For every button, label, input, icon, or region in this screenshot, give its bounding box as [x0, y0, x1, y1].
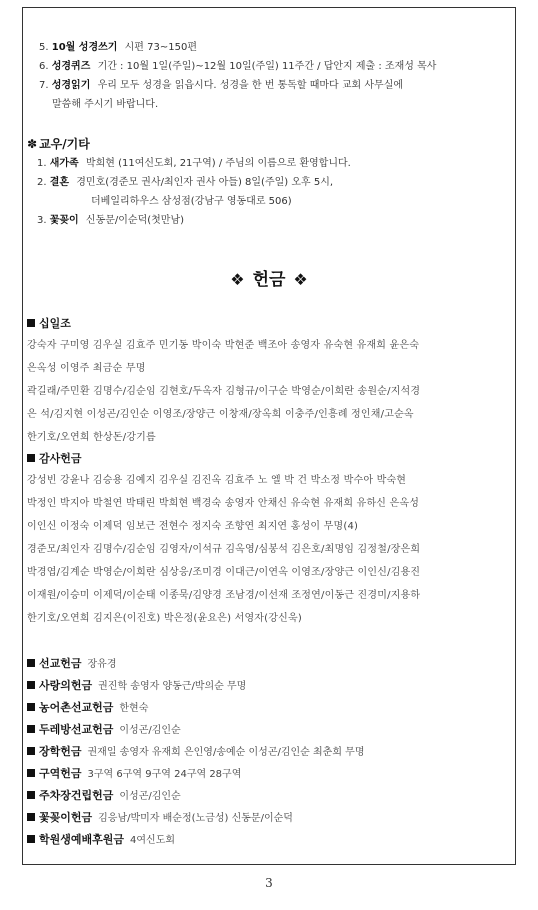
- square-bullet-icon: [27, 319, 35, 327]
- item-number: 7.: [39, 80, 49, 91]
- list-item: [23, 38, 515, 57]
- category-names: 권진학 송영자 양동근/박의순 무명: [98, 681, 247, 692]
- square-bullet-icon: [27, 454, 35, 462]
- category-label: 학원생예배후원금: [39, 833, 125, 846]
- name-line: 이인신 이정숙 이제덕 임보근 전현수 정지숙 조향연 최지연 홍성이 무명(4): [27, 521, 359, 532]
- list-item-continuation: [23, 192, 515, 211]
- section-thanks: [23, 448, 515, 630]
- square-bullet-icon: [27, 769, 35, 777]
- item-text: 경민호(경준모 권사/최인자 권사 아들) 8일(주일) 오후 5시,: [76, 177, 334, 188]
- category-row: [27, 653, 515, 675]
- square-bullet-icon: [27, 703, 35, 711]
- category-row: [27, 829, 515, 851]
- category-row: [27, 807, 515, 829]
- section-etc: [23, 134, 515, 230]
- list-item: [23, 173, 515, 192]
- square-bullet-icon: [27, 791, 35, 799]
- item-key: 새가족: [49, 158, 79, 169]
- category-label: 선교헌금: [39, 657, 82, 670]
- item-text: 기간 : 10월 1일(주일)~12월 10일(주일) 11주간 / 답안지 제출 : 조재성 목사: [97, 61, 437, 72]
- category-row: [27, 697, 515, 719]
- category-label: 감사헌금: [39, 452, 82, 465]
- name-line: 은옥성 이영주 최금순 무명: [27, 363, 146, 374]
- category-row: [27, 785, 515, 807]
- offering-title-text: 헌금: [252, 270, 286, 290]
- item-number: 1.: [37, 158, 47, 169]
- name-line: 박경엽/김계순 박영순/이희란 심상응/조미경 이대근/이연옥 이영조/장양근 이인신/김용진: [27, 567, 421, 578]
- category-row: [27, 719, 515, 741]
- category-label: 두레방선교헌금: [39, 723, 114, 736]
- item-number: 6.: [39, 61, 49, 72]
- square-bullet-icon: [27, 835, 35, 843]
- item-number: 2.: [37, 177, 47, 188]
- list-item-continuation: [23, 95, 515, 114]
- category-names: 김응남/박미자 배순정(노금성) 신동문/이순덕: [98, 813, 293, 824]
- item-number: 5.: [39, 42, 49, 53]
- list-item: [23, 57, 515, 76]
- category-row: [27, 675, 515, 697]
- category-names: 장유경: [87, 659, 117, 670]
- category-names: 권재일 송영자 유재희 은인영/송예순 이성곤/김인순 최춘희 무명: [87, 747, 365, 758]
- category-names: 4여신도회: [130, 835, 176, 846]
- category-names: 한현숙: [119, 703, 149, 714]
- category-names: 이성곤/김인순: [119, 725, 181, 736]
- item-text: 신동문/이순덕(첫만남): [85, 215, 185, 226]
- item-key: 10월 성경쓰기: [51, 42, 118, 53]
- category-label: 십일조: [39, 317, 71, 330]
- item-text: 시편 73~150편: [124, 42, 197, 53]
- heading-text: 교우/기타: [39, 137, 90, 151]
- item-text: 말씀해 주시기 바랍니다.: [52, 99, 159, 110]
- page-frame: [22, 7, 516, 865]
- name-line: 박정인 박지아 박철연 박태린 박희현 백경숙 송영자 안채신 유숙현 유재희 유하신 은옥성: [27, 498, 420, 509]
- square-bullet-icon: [27, 813, 35, 821]
- item-text: 우리 모두 성경을 읽읍시다. 성경을 한 번 통독할 때마다 교회 사무실에: [97, 80, 404, 91]
- category-heading: [27, 313, 515, 334]
- list-item: [23, 211, 515, 230]
- square-bullet-icon: [27, 681, 35, 689]
- item-key: 꽃꽂이: [49, 215, 79, 226]
- name-line: 한기호/오연희 김지은(이진호) 박은정(윤요은) 서영자(강신욱): [27, 613, 302, 624]
- name-line: 강성빈 강윤나 김승용 김예지 김우실 김진옥 김효주 노 엘 박 건 박소정 박수아 박숙현: [27, 475, 407, 486]
- page-number: 3: [265, 876, 273, 890]
- item-key: 결혼: [49, 177, 70, 188]
- asterisk-icon: ✽: [27, 137, 38, 151]
- category-label: 꽃꽂이헌금: [39, 811, 93, 824]
- item-text: 더베일리하우스 삼성점(강남구 영동대로 506): [91, 196, 292, 207]
- item-key: 성경읽기: [51, 80, 91, 91]
- category-label: 주차장건립헌금: [39, 789, 114, 802]
- diamond-icon: ❖: [293, 270, 308, 289]
- square-bullet-icon: [27, 659, 35, 667]
- name-line: 은 석/김지현 이성곤/김인순 이영조/장양근 이창재/장옥희 이충주/인흥례 정인채/고순옥: [27, 409, 414, 420]
- section-tithe: [23, 313, 515, 449]
- category-label: 구역헌금: [39, 767, 82, 780]
- section-heading: [23, 134, 515, 154]
- list-item: [23, 76, 515, 95]
- name-line: 강숙자 구미영 김우실 김효주 민기동 박이숙 박현준 백조아 송영자 유숙현 유재희 윤은숙: [27, 340, 420, 351]
- item-text: 박희현 (11여신도회, 21구역) / 주님의 이름으로 환영합니다.: [85, 158, 351, 169]
- category-names: 3구역 6구역 9구역 24구역 28구역: [87, 769, 242, 780]
- name-line: 곽길래/주민환 김명수/김순임 김현호/두옥자 김형규/이구순 박영순/이희란 송원순/지석경: [27, 386, 421, 397]
- category-label: 사랑의헌금: [39, 679, 93, 692]
- name-line: 한기호/오연희 한상돈/강기름: [27, 432, 156, 443]
- category-row: [27, 763, 515, 785]
- section-other-offerings: [23, 653, 515, 851]
- offering-title: [23, 265, 515, 290]
- list-item: [23, 154, 515, 173]
- category-label: 장학헌금: [39, 745, 82, 758]
- category-label: 농어촌선교헌금: [39, 701, 114, 714]
- category-names: 이성곤/김인순: [119, 791, 181, 802]
- item-key: 성경퀴즈: [51, 61, 91, 72]
- square-bullet-icon: [27, 747, 35, 755]
- square-bullet-icon: [27, 725, 35, 733]
- name-line: 이재원/이승미 이제덕/이순태 이종묵/김양경 조남경/이선재 조정연/이동근 진경미/지용하: [27, 590, 421, 601]
- diamond-icon: ❖: [230, 270, 245, 289]
- category-row: [27, 741, 515, 763]
- item-number: 3.: [37, 215, 47, 226]
- notice-list-top: [23, 38, 515, 114]
- category-heading: [27, 448, 515, 469]
- name-line: 경준모/최인자 김명수/김순임 김영자/이석규 김옥영/심봉석 김은호/최명임 김정철/장은희: [27, 544, 421, 555]
